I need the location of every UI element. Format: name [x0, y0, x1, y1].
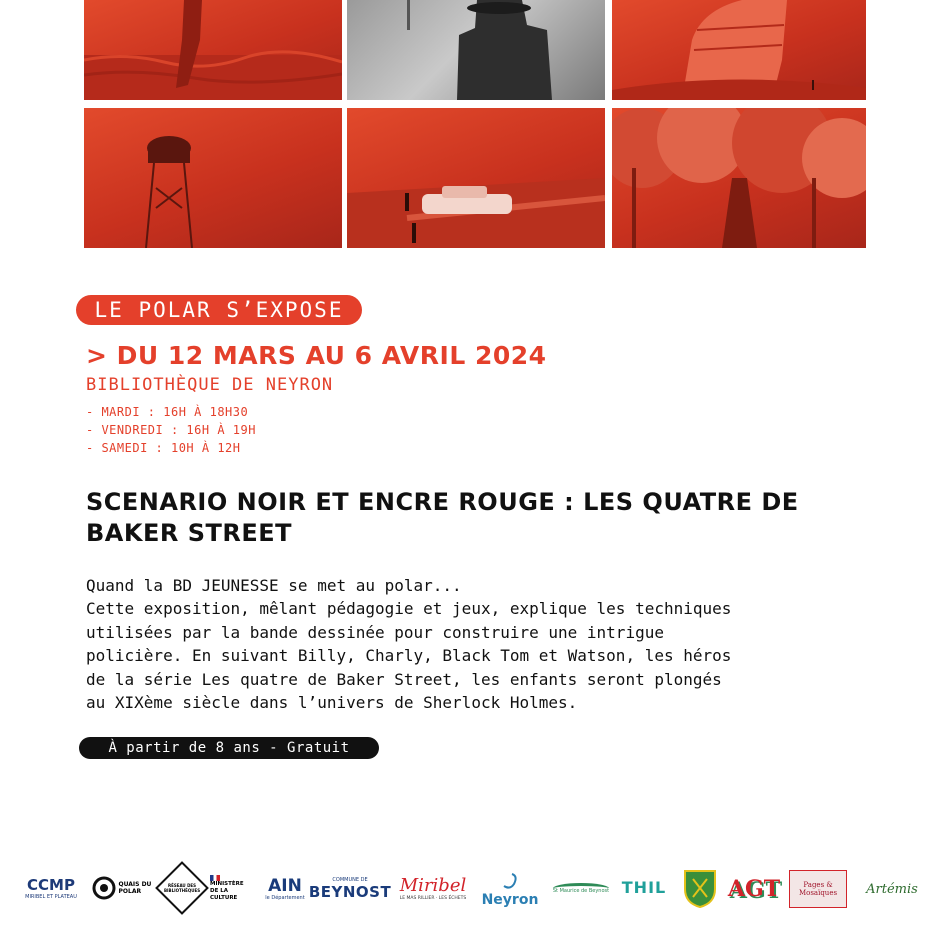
logo-quais-du-polar: QUAIS DU POLAR: [90, 868, 156, 908]
logo-ccmp: CCMP MIRIBEL ET PLATEAU: [25, 876, 77, 900]
event-dates: > DU 12 MARS AU 6 AVRIL 2024: [86, 341, 547, 370]
exhibit-badge: LE POLAR S’EXPOSE: [76, 295, 362, 325]
photo-forest: [612, 108, 866, 248]
description-body: Cette exposition, mêlant pédagogie et jeux, explique les techniques utilisées par la bande dessinée pour construire une intrigue policière. En suivant Billy, Charly, Black Tom et Watson, les héros de la série Les quatre de Baker Street, les enfants seront plongés au XIXème siècle dans l’univers de Sherlock Holmes.: [86, 599, 732, 713]
photo-grid: [84, 0, 866, 248]
description-lead: Quand la BD JEUNESSE se met au polar...: [86, 576, 462, 595]
logo-agt: AGT: [727, 876, 781, 902]
swan-icon: [498, 872, 522, 892]
photo-tower-building: [612, 0, 866, 100]
logo-ain-departement: AIN le Département: [265, 875, 305, 901]
logo-st-maurice-de-beynost: St Maurice de Beynost: [552, 874, 610, 902]
photo-car-on-road: [347, 108, 605, 248]
logo-thil: THIL: [621, 877, 667, 897]
logo-artemis: Artémis: [866, 881, 918, 897]
partner-logos: [0, 860, 950, 920]
logo-neyron: Neyron: [478, 868, 542, 912]
logo-coat-of-arms: [680, 866, 720, 912]
logo-beynost: COMMUNE DE BEYNOST: [308, 877, 392, 901]
shield-icon: [683, 869, 717, 909]
photo-water-tower: [84, 108, 342, 248]
hours-friday: - VENDREDI : 16H À 19H: [86, 423, 256, 437]
photo-hand-in-water: [84, 0, 342, 100]
hours-tuesday: - MARDI : 16H À 18H30: [86, 405, 249, 419]
exhibit-title: SCENARIO NOIR ET ENCRE ROUGE : LES QUATRE DE BAKER STREET: [86, 488, 799, 547]
opening-hours: [86, 403, 256, 457]
hours-saturday: - SAMEDI : 10H À 12H: [86, 441, 241, 455]
logo-miribel: Miribel LE MAS RILLIER · LES ÉCHETS: [399, 875, 467, 901]
logo-ministere-culture: MINISTÈRE DE LA CULTURE: [210, 868, 256, 908]
exhibit-description: [86, 574, 886, 714]
event-venue: BIBLIOTHÈQUE DE NEYRON: [86, 375, 334, 395]
photo-man-in-hat: [347, 0, 605, 100]
logo-reseau-bibliotheques: RÉSEAU DES BIBLIOTHÈQUES: [162, 868, 202, 908]
logo-pages-mosaiques: Pages & Mosaïques: [788, 868, 848, 910]
audience-badge: À partir de 8 ans - Gratuit: [79, 737, 379, 759]
target-icon: [92, 876, 116, 900]
